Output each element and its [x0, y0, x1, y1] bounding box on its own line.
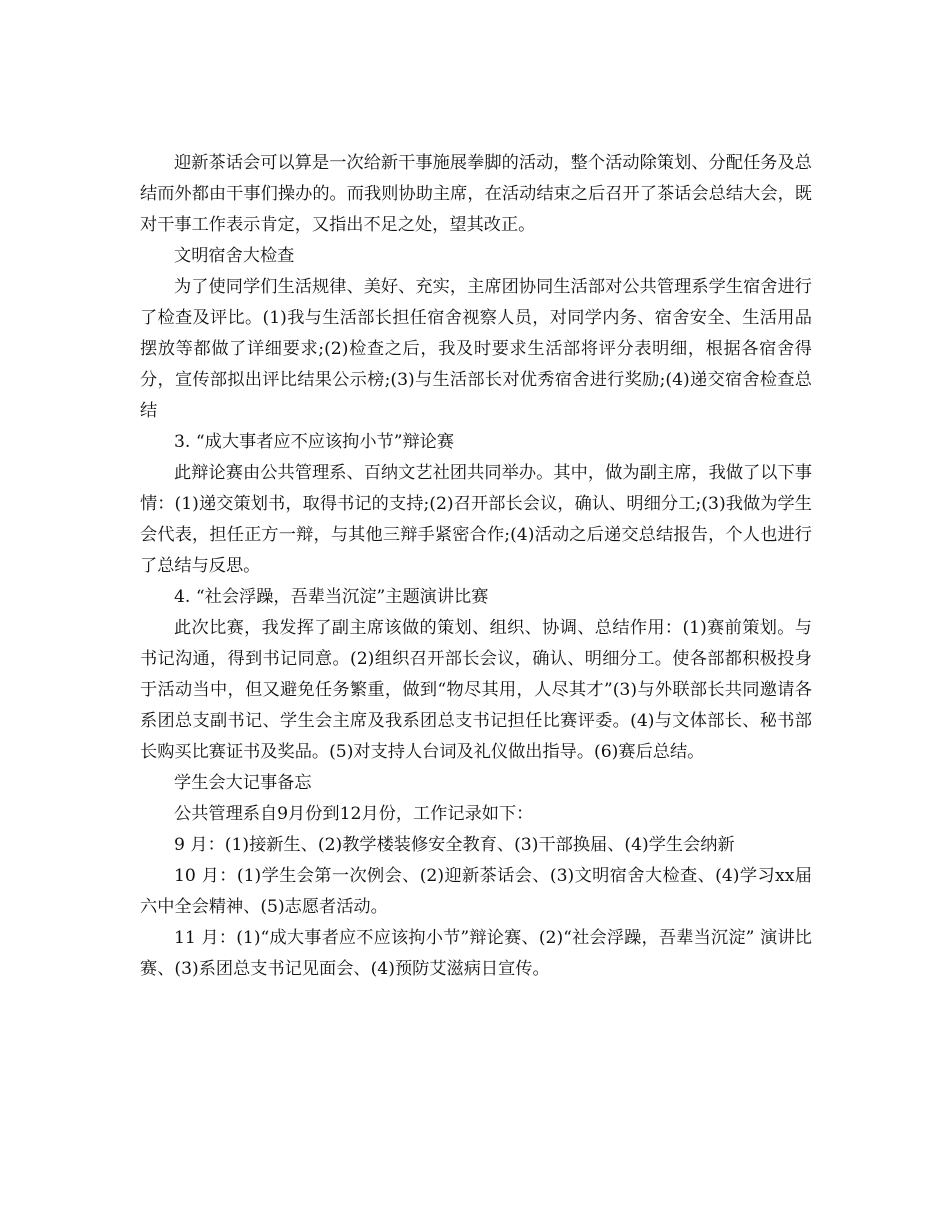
paragraph-dorm-inspection: 为了使同学们生活规律、美好、充实，主席团协同生活部对公共管理系学生宿舍进行了检查及评比。(1)我与生活部长担任宿舍视察人员，对同学内务、宿舍安全、生活用品摆放等都做了详细要求;(2)检查之后，我及时要求生活部将评分表明细，根据各宿舍得分，宣传部拟出评比结果公示榜;(3)与生活部长对优秀宿舍进行奖励;(4)递交宿舍检查总结 [140, 277, 812, 421]
heading-debate: 3. “成大事者应不应该拘小节”辩论赛 [174, 432, 455, 452]
paragraph-october: 10 月：(1)学生会第一次例会、(2)迎新茶话会、(3)文明宿舍大检查、(4)学习xx届六中全会精神、(5)志愿者活动。 [140, 866, 812, 917]
paragraph-tea-party: 迎新茶话会可以算是一次给新干事施展拳脚的活动，整个活动除策划、分配任务及总结而外都由干事们操办的。而我则协助主席，在活动结束之后召开了茶话会总结大会，既对干事工作表示肯定，又指出不足之处，望其改正。 [140, 153, 812, 235]
paragraph-memo-intro: 公共管理系自9月份到12月份，工作记录如下： [174, 804, 534, 824]
heading-dorm-inspection: 文明宿舍大检查 [174, 246, 295, 266]
document-body [140, 148, 812, 985]
heading-speech-contest: 4. “社会浮躁，吾辈当沉淀”主题演讲比赛 [174, 587, 489, 607]
heading-memo: 学生会大记事备忘 [174, 773, 312, 793]
paragraph-september: 9 月：(1)接新生、(2)教学楼装修安全教育、(3)干部换届、(4)学生会纳新 [174, 835, 735, 855]
paragraph-speech-contest: 此次比赛，我发挥了副主席该做的策划、组织、协调、总结作用：(1)赛前策划。与书记沟通，得到书记同意。(2)组织召开部长会议，确认、明细分工。使各部都积极投身于活动当中，但又避免任务繁重，做到“物尽其用，人尽其才”(3)与外联部长共同邀请各系团总支副书记、学生会主席及我系团总支书记担任比赛评委。(4)与文体部长、秘书部长购买比赛证书及奖品。(5)对支持人台词及礼仪做出指导。(6)赛后总结。 [140, 618, 812, 762]
paragraph-debate: 此辩论赛由公共管理系、百纳文艺社团共同举办。其中，做为副主席，我做了以下事情：(1)递交策划书，取得书记的支持;(2)召开部长会议，确认、明细分工;(3)我做为学生会代表，担任正方一辩，与其他三辩手紧密合作;(4)活动之后递交总结报告，个人也进行了总结与反思。 [140, 463, 812, 576]
paragraph-november: 11 月：(1)“成大事者应不应该拘小节”辩论赛、(2)“社会浮躁，吾辈当沉淀” 演讲比赛、(3)系团总支书记见面会、(4)预防艾滋病日宣传。 [140, 928, 812, 979]
